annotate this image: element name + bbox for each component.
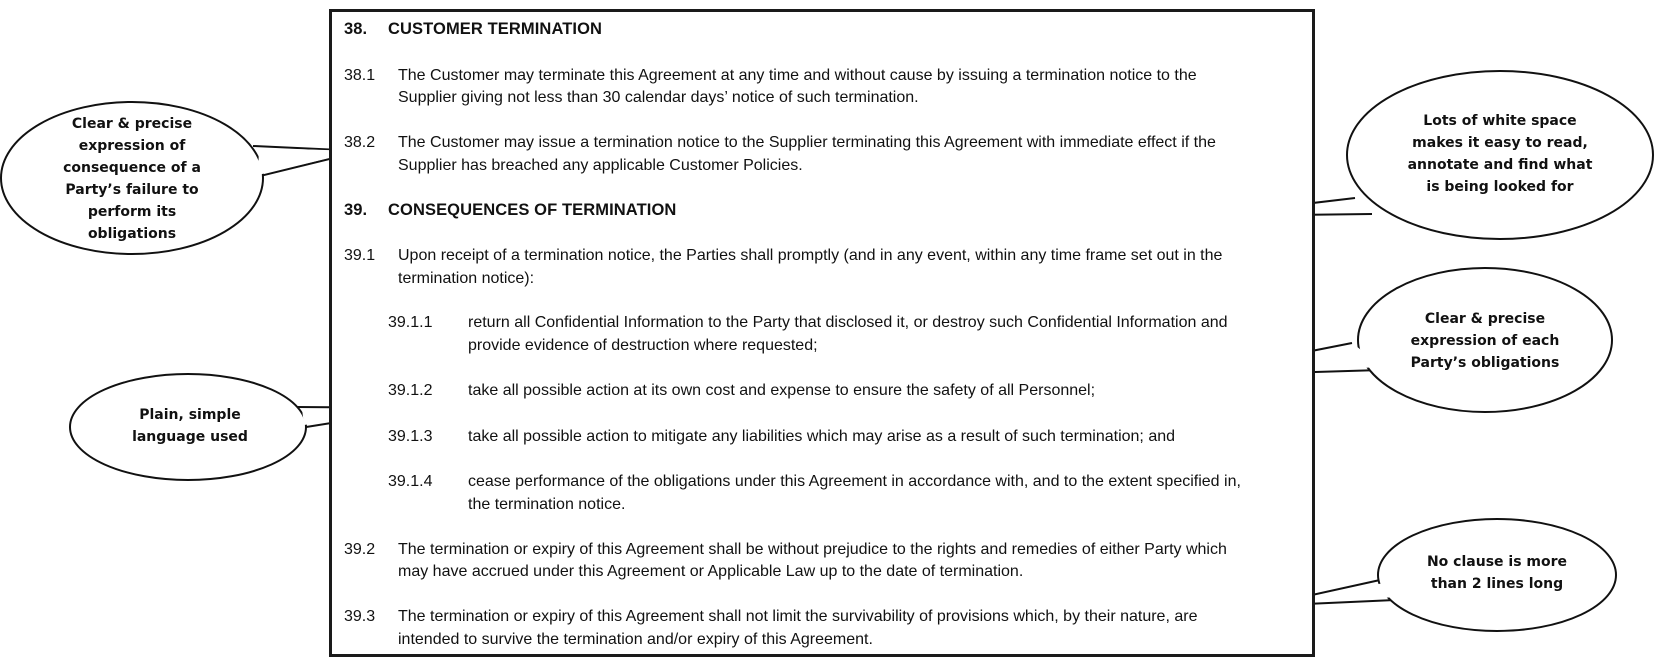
- clause-text: The Customer may terminate this Agreement at any time and without cause by issuing a termination notice to the: [398, 67, 1197, 84]
- clause-text: The termination or expiry of this Agreement shall not limit the survivability of provisions which, by their nature, are: [398, 608, 1198, 625]
- callout-plain-language-text: [100, 404, 280, 448]
- subclause-text: provide evidence of destruction where requested;: [468, 337, 818, 354]
- clause-text: may have accrued under this Agreement or Applicable Law up to the date of termination.: [398, 563, 1024, 580]
- callout-consequence-line: expression of: [78, 138, 186, 154]
- callout-consequence-line: obligations: [87, 226, 177, 242]
- callout-consequence-line: perform its: [87, 204, 177, 220]
- callout-plain-language-line: Plain, simple: [139, 407, 241, 423]
- clause-text: Upon receipt of a termination notice, the Parties shall promptly (and in any event, within any time frame set out in the: [398, 247, 1223, 264]
- callout-obligations-line: Clear & precise: [1424, 311, 1546, 327]
- subclause-text: take all possible action to mitigate any liabilities which may arise as a result of such termination; and: [468, 428, 1176, 445]
- clause-number: 39.3: [344, 608, 376, 625]
- callout-white-space-line: makes it easy to read,: [1412, 135, 1588, 151]
- clause-number: 38.2: [344, 134, 376, 151]
- subclause-text: return all Confidential Information to the Party that disclosed it, or destroy such Confidential Information and: [468, 314, 1228, 331]
- callout-consequence-text: [40, 113, 224, 245]
- clause-text: Supplier giving not less than 30 calendar days’ notice of such termination.: [398, 89, 919, 106]
- callout-consequence-line: Clear & precise: [71, 116, 193, 132]
- callout-consequence-line: Party’s failure to: [65, 182, 199, 198]
- clause-number: 38.1: [344, 67, 376, 84]
- subclause-number: 39.1.2: [388, 382, 433, 399]
- clause-text: intended to survive the termination and/or expiry of this Agreement.: [398, 631, 873, 648]
- callout-obligations-line: expression of each: [1410, 333, 1560, 349]
- section-number: 39.: [344, 201, 368, 219]
- subclause-text: take all possible action at its own cost and expense to ensure the safety of all Personnel;: [468, 382, 1096, 399]
- section-title: CONSEQUENCES OF TERMINATION: [388, 201, 677, 219]
- callout-two-lines-text: [1407, 551, 1587, 595]
- callout-obligations-line: Party’s obligations: [1410, 355, 1560, 371]
- subclause-text: cease performance of the obligations under this Agreement in accordance with, and to the extent specified in,: [468, 473, 1241, 490]
- callout-consequence-line: consequence of a: [63, 160, 201, 176]
- callout-white-space-text: [1385, 110, 1615, 198]
- subclause-text: the termination notice.: [468, 496, 626, 513]
- clause-number: 39.1: [344, 247, 376, 264]
- clause-text: The Customer may issue a termination notice to the Supplier terminating this Agreement with immediate effect if the: [398, 134, 1216, 151]
- subclause-number: 39.1.3: [388, 428, 433, 445]
- callout-white-space-line: annotate and find what: [1407, 157, 1593, 173]
- callout-plain-language-line: language used: [132, 429, 248, 445]
- section-number: 38.: [344, 20, 368, 38]
- clause-text: Supplier has breached any applicable Customer Policies.: [398, 157, 803, 174]
- callout-two-lines-line: than 2 lines long: [1430, 576, 1564, 592]
- callout-two-lines-line: No clause is more: [1426, 554, 1568, 570]
- callout-white-space-line: is being looked for: [1426, 179, 1574, 195]
- clause-text: termination notice):: [398, 270, 535, 287]
- contract-document-excerpt: [329, 9, 1315, 657]
- subclause-number: 39.1.1: [388, 314, 433, 331]
- subclause-number: 39.1.4: [388, 473, 433, 490]
- clause-number: 39.2: [344, 541, 376, 558]
- clause-text: The termination or expiry of this Agreement shall be without prejudice to the rights and remedies of either Party which: [398, 541, 1227, 558]
- callout-white-space-line: Lots of white space: [1423, 113, 1577, 129]
- section-title: CUSTOMER TERMINATION: [388, 20, 603, 38]
- callout-obligations-text: [1390, 308, 1580, 374]
